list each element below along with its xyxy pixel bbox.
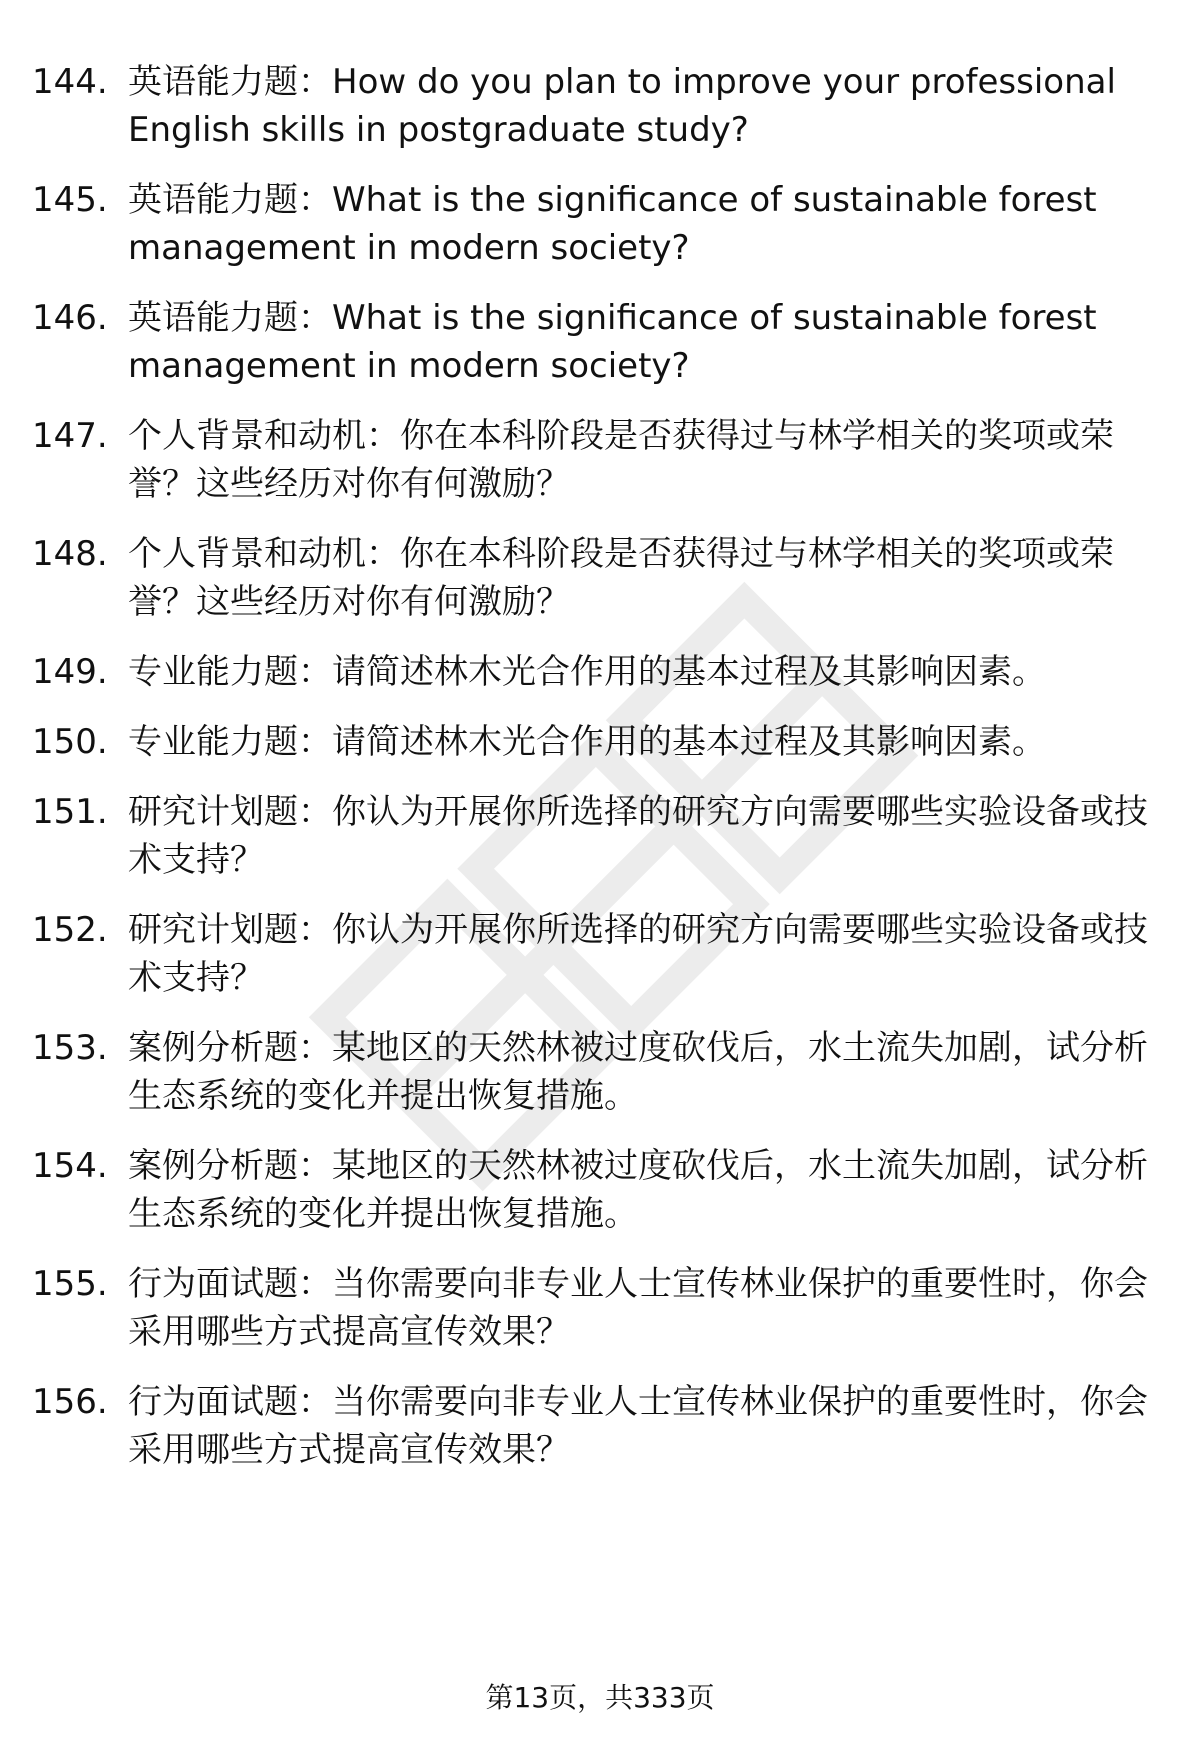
question-number: 154. — [32, 1146, 108, 1186]
question-number: 152. — [32, 910, 108, 950]
question-item — [32, 1378, 1162, 1474]
question-item — [32, 58, 1162, 154]
question-item — [32, 1024, 1162, 1120]
question-item — [32, 294, 1162, 390]
question-text: 行为面试题：当你需要向非专业人士宣传林业保护的重要性时，你会采用哪些方式提高宣传效果？ — [128, 1382, 1148, 1470]
question-item — [32, 412, 1162, 508]
question-text: 英语能力题：What is the significance of sustainable forest management in modern society? — [128, 298, 1097, 386]
question-number: 146. — [32, 298, 108, 338]
question-item — [32, 788, 1162, 884]
question-text: 英语能力题：What is the significance of sustainable forest management in modern society? — [128, 180, 1097, 268]
question-number: 148. — [32, 534, 108, 574]
question-text: 专业能力题：请简述林木光合作用的基本过程及其影响因素。 — [128, 722, 1046, 762]
question-item — [32, 906, 1162, 1002]
question-item — [32, 718, 1162, 766]
question-text: 行为面试题：当你需要向非专业人士宣传林业保护的重要性时，你会采用哪些方式提高宣传效果？ — [128, 1264, 1148, 1352]
question-text: 个人背景和动机：你在本科阶段是否获得过与林学相关的奖项或荣誉？这些经历对你有何激励？ — [128, 416, 1114, 504]
question-text: 英语能力题：How do you plan to improve your professional English skills in postgraduate study? — [128, 62, 1116, 150]
question-number: 150. — [32, 722, 108, 762]
question-text: 个人背景和动机：你在本科阶段是否获得过与林学相关的奖项或荣誉？这些经历对你有何激励？ — [128, 534, 1114, 622]
page-number-footer: 第13页，共333页 — [485, 1681, 715, 1714]
question-text: 案例分析题：某地区的天然林被过度砍伐后，水土流失加剧，试分析生态系统的变化并提出恢复措施。 — [128, 1028, 1148, 1116]
question-item — [32, 176, 1162, 272]
question-list — [32, 58, 1162, 1474]
question-number: 151. — [32, 792, 108, 832]
question-number: 156. — [32, 1382, 108, 1422]
question-item — [32, 530, 1162, 626]
question-text: 案例分析题：某地区的天然林被过度砍伐后，水土流失加剧，试分析生态系统的变化并提出恢复措施。 — [128, 1146, 1148, 1234]
question-text: 研究计划题：你认为开展你所选择的研究方向需要哪些实验设备或技术支持？ — [128, 910, 1148, 998]
question-number: 145. — [32, 180, 108, 220]
question-item — [32, 1260, 1162, 1356]
question-number: 149. — [32, 652, 108, 692]
question-text: 专业能力题：请简述林木光合作用的基本过程及其影响因素。 — [128, 652, 1046, 692]
question-text: 研究计划题：你认为开展你所选择的研究方向需要哪些实验设备或技术支持？ — [128, 792, 1148, 880]
question-item — [32, 648, 1162, 696]
question-number: 155. — [32, 1264, 108, 1304]
question-item — [32, 1142, 1162, 1238]
question-number: 144. — [32, 62, 108, 102]
question-number: 147. — [32, 416, 108, 456]
question-number: 153. — [32, 1028, 108, 1068]
